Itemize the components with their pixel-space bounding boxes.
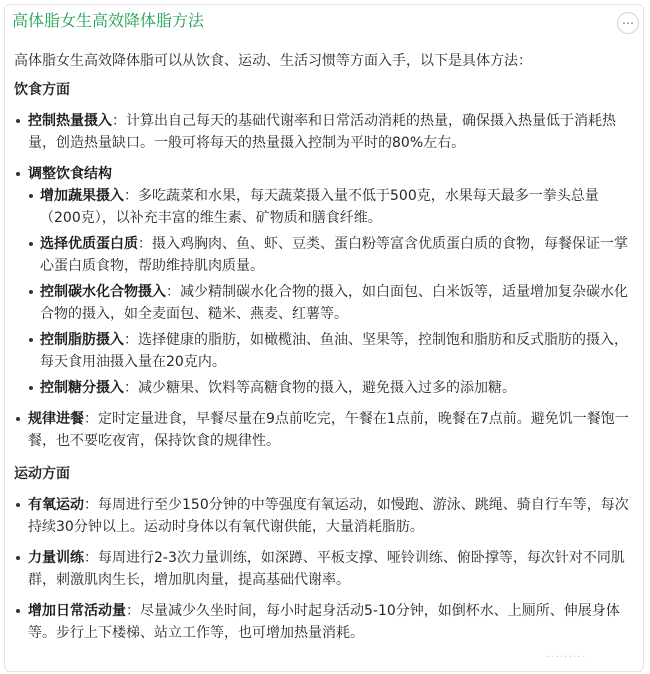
item-text: ：定时定量进食，早餐尽量在9点前吃完，午餐在1点前，晚餐在7点前。避免饥一餐饱一餐，也不要吃夜宵，保持饮食的规律性。 xyxy=(28,411,629,449)
list-item xyxy=(14,408,632,452)
more-options-button[interactable] xyxy=(617,12,639,34)
item-label: 控制糖分摄入 xyxy=(40,380,124,396)
item-label: 有氧运动 xyxy=(28,497,84,513)
intro-text: 高体脂女生高效降体脂可以从饮食、运动、生活习惯等方面入手，以下是具体方法： xyxy=(14,53,532,69)
item-text: ：每周进行2-3次力量训练，如深蹲、平板支撑、哑铃训练、俯卧撑等，每次针对不同肌群，刺激肌肉生长，增加肌肉量，提高基础代谢率。 xyxy=(28,550,625,588)
list-item xyxy=(14,110,632,154)
more-horizontal-icon: ⋯ xyxy=(622,16,634,30)
sub-list-item xyxy=(28,377,632,399)
item-label: 控制脂肪摄入 xyxy=(40,332,124,348)
item-text: ：摄入鸡胸肉、鱼、虾、豆类、蛋白粉等富含优质蛋白质的食物，每餐保证一掌心蛋白质食物，帮助维持肌肉质量。 xyxy=(40,236,628,274)
list-item xyxy=(14,600,632,644)
item-label: 控制碳水化合物摄入 xyxy=(40,284,166,300)
watermark: ········· xyxy=(546,650,587,663)
item-text: ：减少精制碳水化合物的摄入，如白面包、白米饭等，适量增加复杂碳水化合物的摄入，如全麦面包、糙米、燕麦、红薯等。 xyxy=(40,284,628,322)
list-item xyxy=(14,163,632,399)
sub-list-item xyxy=(28,329,632,373)
item-label: 控制热量摄入 xyxy=(28,113,112,129)
item-text: ：每周进行至少150分钟的中等强度有氧运动，如慢跑、游泳、跳绳、骑自行车等，每次持续30分钟以上。运动时身体以有氧代谢供能，大量消耗脂肪。 xyxy=(28,497,629,535)
sub-list-item xyxy=(28,233,632,277)
list-item xyxy=(14,547,632,591)
list-item xyxy=(14,494,632,538)
item-text: ：选择健康的脂肪，如橄榄油、鱼油、坚果等，控制饱和脂肪和反式脂肪的摄入，每天食用油摄入量在20克内。 xyxy=(40,332,628,370)
page-title: 高体脂女生高效降体脂方法 xyxy=(12,11,205,30)
item-text: ：减少糖果、饮料等高糖食物的摄入，避免摄入过多的添加糖。 xyxy=(124,380,516,396)
item-label: 选择优质蛋白质 xyxy=(40,236,138,252)
diet-list xyxy=(14,110,632,452)
item-label: 力量训练 xyxy=(28,550,84,566)
answer-content xyxy=(14,50,632,653)
item-label: 增加蔬果摄入 xyxy=(40,188,124,204)
item-label: 增加日常活动量 xyxy=(28,603,126,619)
section-heading-diet: 饮食方面 xyxy=(14,82,70,98)
sub-list-item xyxy=(28,281,632,325)
exercise-list xyxy=(14,494,632,644)
section-heading-exercise: 运动方面 xyxy=(14,466,70,482)
item-text: ：尽量减少久坐时间，每小时起身活动5-10分钟，如倒杯水、上厕所、伸展身体等。步行上下楼梯、站立工作等，也可增加热量消耗。 xyxy=(28,603,620,641)
item-text: ：多吃蔬菜和水果，每天蔬菜摄入量不低于500克，水果每天最多一拳头总量（200克），以补充丰富的维生素、矿物质和膳食纤维。 xyxy=(40,188,599,226)
item-label: 调整饮食结构 xyxy=(28,166,112,182)
sub-list-item xyxy=(28,185,632,229)
sub-list xyxy=(28,185,632,399)
item-label: 规律进餐 xyxy=(28,411,84,427)
item-text: ：计算出自己每天的基础代谢率和日常活动消耗的热量，确保摄入热量低于消耗热量，创造热量缺口。一般可将每天的热量摄入控制为平时的80%左右。 xyxy=(28,113,616,151)
